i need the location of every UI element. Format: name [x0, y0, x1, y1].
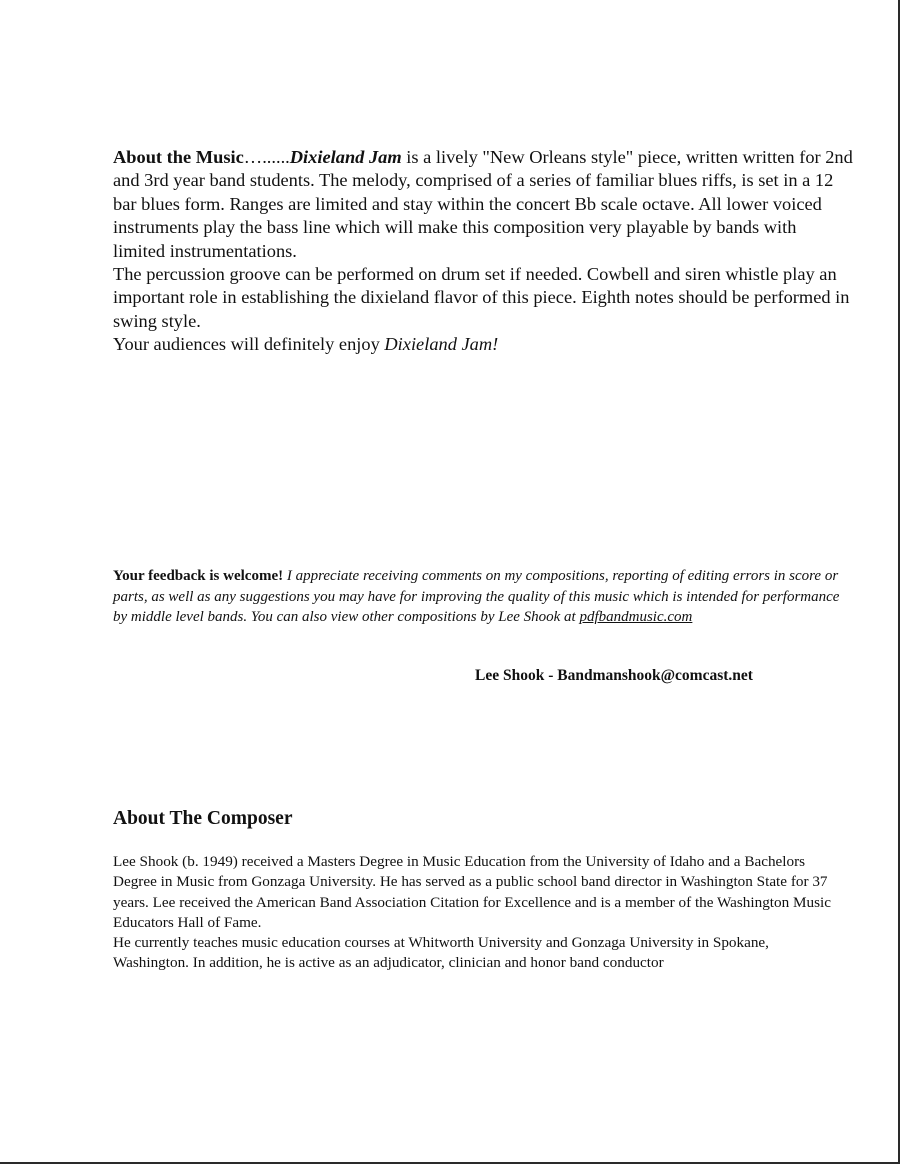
composer-bio-paragraph-1: Lee Shook (b. 1949) received a Masters Degree in Music Education from the University of Idaho and a Bachelors Degree in Music from Gonzaga University. He has served as a public school band director in Washington State for 37 years. Lee received the American Band Association Citation for Excellence and is a member of the Washington Music Educators Hall of Fame. — [113, 853, 831, 931]
about-music-dots: …...... — [243, 147, 290, 167]
feedback-section — [113, 566, 843, 628]
composer-bio-paragraph-2: He currently teaches music education courses at Whitworth University and Gonzaga University in Spokane, Washington. In addition, he is active as an adjudicator, clinician and honor band conductor — [113, 934, 769, 972]
about-the-music-section — [113, 146, 853, 357]
feedback-body: I appreciate receiving comments on my compositions, reporting of editing errors in score or parts, as well as any suggestions you may have for improving the quality of this music which is intended for performance by middle level bands. You can also view other compositions by Lee Shook at — [113, 568, 840, 625]
about-music-text-1: is a lively "New Orleans style" piece, written written for 2nd and 3rd year band students. The melody, comprised of a series of familiar blues riffs, is set in a 12 bar blues form. Ranges are limited and stay within the concert Bb scale octave. All lower voiced instruments play the bass line which will make this composition very playable by bands with limited instrumentations. — [113, 147, 853, 261]
piece-title: Dixieland Jam — [289, 147, 402, 167]
pdfbandmusic-link[interactable]: pdfbandmusic.com — [579, 609, 693, 625]
composer-signature: Lee Shook - Bandmanshook@comcast.net — [475, 667, 753, 684]
about-composer-section — [113, 852, 848, 974]
about-music-paragraph-3 — [113, 333, 853, 356]
about-music-text-3: Your audiences will definitely enjoy — [113, 334, 385, 355]
about-music-paragraph-1 — [113, 146, 853, 263]
feedback-heading: Your feedback is welcome! — [113, 568, 284, 584]
about-music-heading: About the Music — [113, 147, 244, 167]
piece-title-closing: Dixieland Jam! — [384, 334, 499, 355]
about-composer-heading: About The Composer — [113, 808, 293, 829]
about-music-paragraph-2: The percussion groove can be performed on drum set if needed. Cowbell and siren whistle play an important role in establishing the dixieland flavor of this piece. Eighth notes should be performed in swing style. — [113, 264, 850, 331]
